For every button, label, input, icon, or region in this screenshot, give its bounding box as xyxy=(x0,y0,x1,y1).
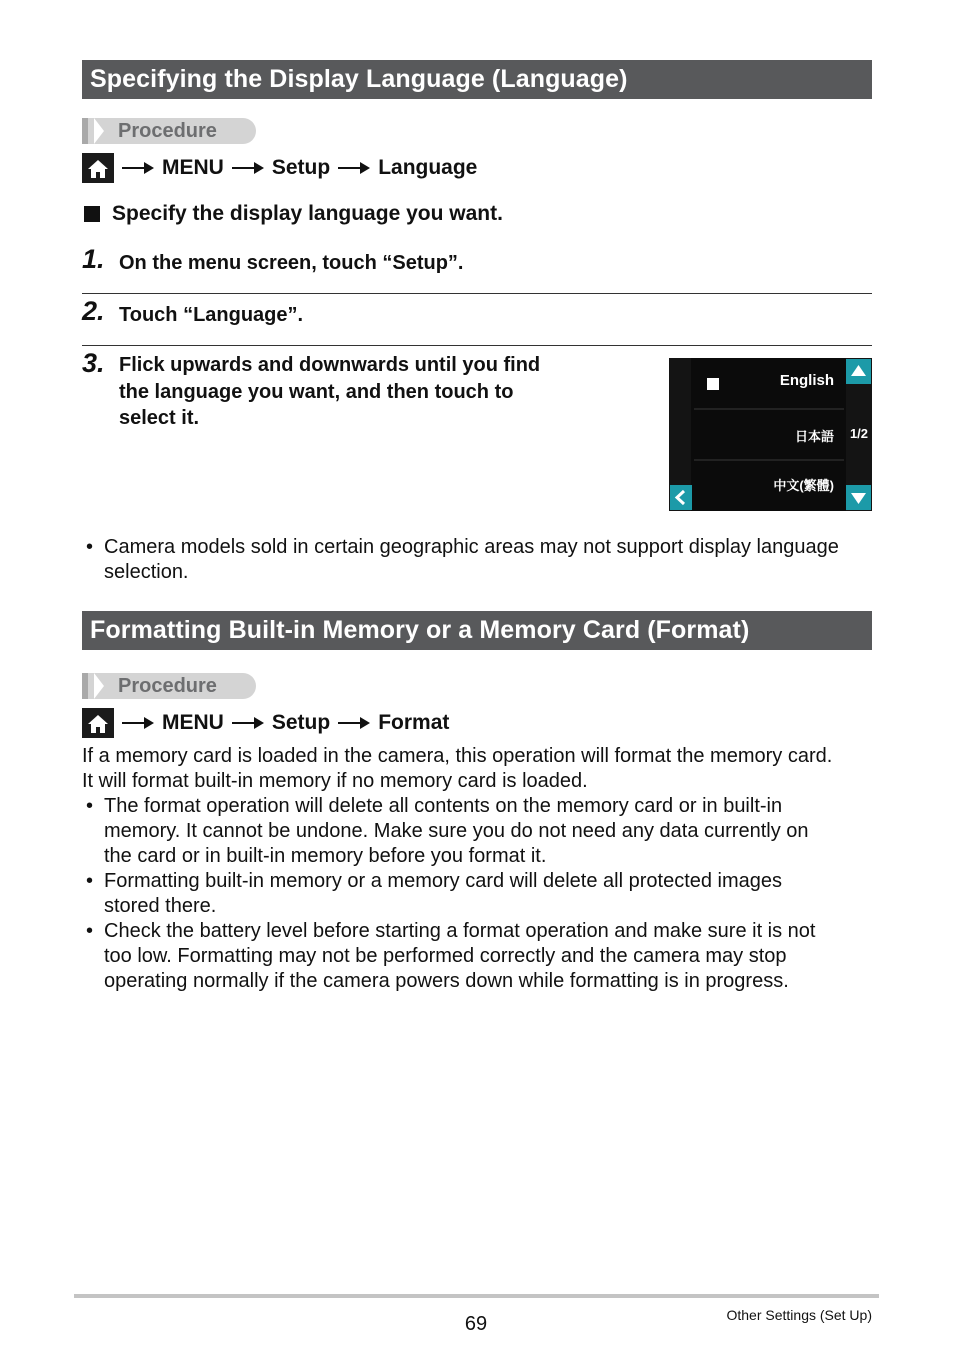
procedure-tab xyxy=(82,673,256,699)
note-text: Camera models sold in certain geographic areas may not support display language selection. xyxy=(104,536,839,583)
bullet-dot: • xyxy=(86,870,94,892)
arrow-icon xyxy=(122,722,152,724)
bullet-dot: • xyxy=(86,795,94,817)
step-text: Touch “Language”. xyxy=(119,304,304,326)
path-format: Format xyxy=(378,711,450,734)
format-bullet: Formatting built-in memory or a memory card will delete all protected images stored there. xyxy=(104,870,783,917)
footer-section-name: Other Settings (Set Up) xyxy=(726,1307,872,1323)
arrow-icon xyxy=(122,167,152,169)
arrow-icon xyxy=(232,167,262,169)
menu-path xyxy=(82,153,477,183)
format-bullet: The format operation will delete all contents on the memory card or in built-in memory. It cannot be undone. Make sure you do not need any data currently on the card or in built-in memory before you format it. xyxy=(104,795,809,867)
bullet-dot: • xyxy=(86,536,94,558)
divider xyxy=(82,293,872,294)
home-icon xyxy=(82,153,114,183)
procedure-label: Procedure xyxy=(118,675,217,697)
path-setup: Setup xyxy=(271,711,331,734)
step-number: 1. xyxy=(82,244,105,274)
page-number: 69 xyxy=(464,1313,488,1335)
page-indicator: 1/2 xyxy=(849,426,869,441)
arrow-icon xyxy=(232,722,262,724)
path-language: Language xyxy=(378,156,478,179)
footer-divider xyxy=(74,1294,879,1298)
path-setup: Setup xyxy=(271,156,331,179)
procedure-tab xyxy=(82,118,256,144)
step-number: 3. xyxy=(82,348,105,378)
camera-language-screen xyxy=(669,358,872,511)
arrow-icon xyxy=(338,722,368,724)
task-heading-text: Specify the display language you want. xyxy=(112,202,503,225)
arrow-icon xyxy=(338,167,368,169)
language-item-english[interactable]: English xyxy=(779,372,834,389)
step-number: 2. xyxy=(82,296,105,326)
step-text: Flick upwards and downwards until you find the language you want, and then touch to select it. xyxy=(119,354,541,429)
format-intro: If a memory card is loaded in the camera, this operation will format the memory card. It will format built-in memory if no memory card is loaded. xyxy=(82,745,833,792)
step-text: On the menu screen, touch “Setup”. xyxy=(119,252,464,274)
divider xyxy=(82,345,872,346)
task-heading xyxy=(84,202,503,226)
language-item-chinese[interactable]: 中文(繁體) xyxy=(773,478,834,493)
bullet-dot: • xyxy=(86,920,94,942)
procedure-label: Procedure xyxy=(118,120,217,142)
home-icon xyxy=(82,708,114,738)
menu-path xyxy=(82,708,449,738)
section-title-language: Specifying the Display Language (Language) xyxy=(82,60,872,99)
path-menu: MENU xyxy=(162,711,224,734)
language-item-japanese[interactable]: 日本語 xyxy=(794,429,834,444)
square-bullet-icon xyxy=(84,206,100,222)
format-bullet: Check the battery level before starting a format operation and make sure it is not too low. Formatting may not be performed correctly and the camera may stop operating normally if the camera powers down while formatting is in progress. xyxy=(104,920,816,992)
path-menu: MENU xyxy=(162,156,224,179)
section-title-format: Formatting Built-in Memory or a Memory Card (Format) xyxy=(82,611,872,650)
